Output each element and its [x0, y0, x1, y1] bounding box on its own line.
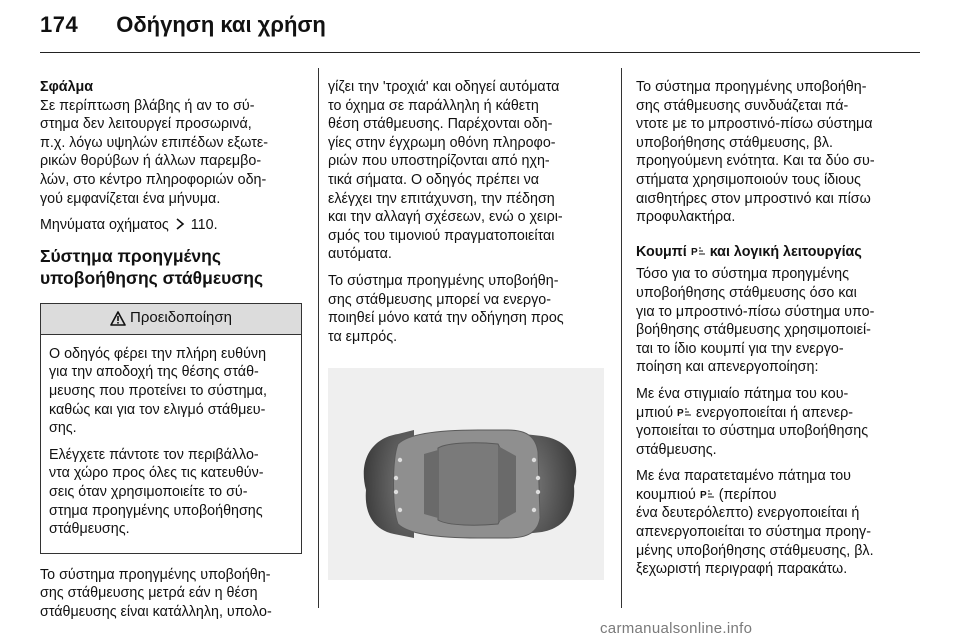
trajectory-paragraph [328, 78, 604, 264]
svg-text:P: P [677, 407, 684, 418]
text-line: σης στάθμευσης μετρά εάν η θέση [40, 585, 258, 602]
page-reference-arrow-icon [175, 218, 185, 230]
text-line: ντοτε με το μπροστινό-πίσω σύστημα [636, 116, 873, 133]
column-divider-1 [318, 68, 319, 608]
column-1 [40, 78, 302, 629]
button-heading-pre: Κουμπί [636, 243, 687, 260]
page-number: 174 [40, 12, 79, 37]
text-line: λών, στο κέντρο πληροφοριών οδη- [40, 171, 267, 188]
messages-text: Μηνύματα οχήματος [40, 217, 169, 234]
warning-paragraph-2 [49, 446, 293, 539]
short-press-paragraph [636, 385, 920, 459]
text-line: Με ένα παρατεταμένο πάτημα του [636, 468, 851, 485]
text-line: ριών που υποστηρίζονται από ηχη- [328, 153, 550, 170]
text-line: προηγούμενη ενότητα. Και τα δύο συ- [636, 153, 875, 170]
text-line: το όχημα σε παράλληλη ή κάθετη [328, 97, 539, 114]
text-line: βοήθησης στάθμευσης χρησιμοποιεί- [636, 322, 871, 339]
messages-page-ref: 110. [190, 217, 218, 234]
text-line: γίες στην έγχρωμη οθόνη πληροφο- [328, 134, 556, 151]
text-line: Ελέγχετε πάντοτε τον περιβάλλο- [49, 446, 259, 463]
sensor-dot [398, 508, 402, 512]
text-fragment: μπιού [636, 404, 674, 421]
sensor-dot [536, 490, 540, 494]
text-line: ποίηση και απενεργοποίηση: [636, 359, 819, 376]
warning-title: Προειδοποίηση [130, 309, 232, 327]
combined-system-paragraph [636, 78, 920, 227]
text-line: Το σύστημα προηγμένης υποβοήθη- [40, 566, 271, 583]
sensor-dot [532, 508, 536, 512]
text-line: σμός του τιμονιού πραγματοποιείται [328, 227, 555, 244]
text-line: ελέγχει την επιτάχυνση, την πέδηση [328, 190, 555, 207]
text-line: απενεργοποιείται το σύστημα προηγ- [636, 524, 871, 541]
text-line: Σε περίπτωση βλάβης ή αν το σύ- [40, 97, 255, 114]
text-fragment: (περίπου [718, 486, 777, 503]
sensor-dot [394, 476, 398, 480]
car-sensor-figure [328, 368, 604, 580]
text-line: για την αποδοχή της θέσης στάθ- [49, 364, 259, 381]
car-sensor-illustration [328, 368, 604, 580]
page-header [40, 12, 326, 48]
watermark: carmanualsonline.info [600, 620, 753, 637]
text-line [636, 404, 920, 423]
car-roof [438, 443, 506, 525]
text-line: υποβοήθησης στάθμευσης όσο και [636, 284, 857, 301]
warning-paragraph-1 [49, 345, 293, 438]
parking-assist-button-icon [677, 406, 692, 418]
text-line: στάθμευσης. [636, 441, 717, 458]
sensor-dot [394, 490, 398, 494]
sensor-dot [532, 458, 536, 462]
text-line: σης. [49, 420, 77, 437]
text-line: καθώς και για τον ελιγμό στάθμευ- [49, 401, 266, 418]
car-rear-window [424, 450, 438, 518]
text-line: σης στάθμευσης μπορεί να ενεργο- [328, 291, 551, 308]
button-heading [636, 243, 920, 262]
text-line: προφυλακτήρα. [636, 209, 736, 226]
heading-line: υποβοήθησης στάθμευσης [40, 267, 264, 288]
text-line: Με ένα στιγμιαίο πάτημα του κου- [636, 385, 849, 402]
text-line [636, 486, 920, 505]
text-line: γού εμφανίζεται ένα μήνυμα. [40, 190, 221, 207]
text-line: ποιηθεί μόνο κατά την οδήγηση προς [328, 310, 564, 327]
warning-body [41, 335, 301, 553]
advanced-park-assist-heading [40, 245, 302, 289]
car-windshield [498, 446, 516, 522]
text-line: σης στάθμευσης συνδυάζεται πά- [636, 97, 849, 114]
text-line: γίζει την 'τροχιά' και οδηγεί αυτόματα [328, 79, 560, 95]
text-line: στάθμευσης. [49, 521, 130, 538]
text-fragment: ενεργοποιείται ή απενερ- [696, 404, 853, 421]
text-line: Τόσο για το σύστημα προηγμένης [636, 266, 849, 283]
text-line: μένης υποβοήθησης στάθμευσης, βλ. [636, 542, 874, 559]
text-line: τα εμπρός. [328, 328, 398, 345]
text-line: ένα δευτερόλεπτο) ενεργοποιείται ή [636, 505, 860, 522]
text-line: και την αλλαγή σχέσεων, ενώ ο χειρι- [328, 209, 563, 226]
sensor-dot [536, 476, 540, 480]
text-line: στημα προηγμένης υποβοήθησης [49, 502, 263, 519]
text-line: ντα χώρο προς όλες τις κατευθύν- [49, 465, 264, 482]
text-fragment: κουμπιού [636, 486, 696, 503]
svg-text:P: P [699, 489, 707, 500]
sensor-dot [398, 458, 402, 462]
forward-only-paragraph [328, 272, 604, 346]
column-divider-2 [621, 68, 622, 608]
text-line: αυτόματα. [328, 246, 392, 263]
warning-triangle-icon [110, 311, 126, 326]
column-3 [636, 78, 920, 587]
long-press-paragraph [636, 467, 920, 579]
text-line: Το σύστημα προηγμένης υποβοήθη- [636, 79, 867, 95]
text-line: για το μπροστινό-πίσω σύστημα υπο- [636, 303, 875, 320]
parking-assist-button-icon [691, 245, 706, 257]
text-line: σεις όταν χρησιμοποιείτε το σύ- [49, 483, 248, 500]
section-title: Οδήγηση και χρήση [116, 12, 326, 37]
parking-assist-button-icon [700, 488, 715, 500]
warning-box [40, 303, 302, 554]
warning-header [41, 304, 301, 335]
text-line: ξεχωριστή περιγραφή παρακάτω. [636, 561, 848, 578]
text-line: π.χ. λόγω υψηλών επιπέδων εξωτε- [40, 134, 269, 151]
text-line: αισθητήρες στον μπροστινό και πίσω [636, 190, 871, 207]
text-line: υποβοήθησης στάθμευσης, βλ. [636, 134, 833, 151]
text-line: Ο οδηγός φέρει την πλήρη ευθύνη [49, 345, 267, 362]
text-line: ρικών θορύβων ή άλλων παρεμβο- [40, 153, 262, 170]
button-heading-post: και λογική λειτουργίας [709, 243, 862, 260]
text-line: στημα δεν λειτουργεί προσωρινά, [40, 116, 252, 133]
fault-paragraph [40, 97, 302, 209]
shared-button-paragraph [636, 265, 920, 377]
text-line: θέση στάθμευσης. Παρέχονται οδη- [328, 116, 553, 133]
svg-text:P: P [690, 246, 698, 257]
vehicle-messages-reference [40, 216, 302, 235]
text-line: τικά σήματα. Ο οδηγός πρέπει να [328, 171, 540, 188]
system-paragraph [40, 566, 302, 622]
text-line: στήματα χρησιμοποιούν τους ίδιους [636, 171, 861, 188]
text-line: μευσης που προτείνει το σύστημα, [49, 382, 267, 399]
text-line: γοποιείται το σύστημα υποβοήθησης [636, 423, 869, 440]
header-rule [40, 52, 920, 53]
text-line: Το σύστημα προηγμένης υποβοήθη- [328, 272, 559, 289]
fault-heading: Σφάλμα [40, 79, 94, 95]
column-2 [328, 78, 604, 580]
text-line: ται το ίδιο κουμπί για την ενεργο- [636, 340, 844, 357]
heading-line: Σύστημα προηγμένης [40, 245, 221, 266]
text-line: στάθμευσης είναι κατάλληλη, υπολο- [40, 603, 272, 620]
